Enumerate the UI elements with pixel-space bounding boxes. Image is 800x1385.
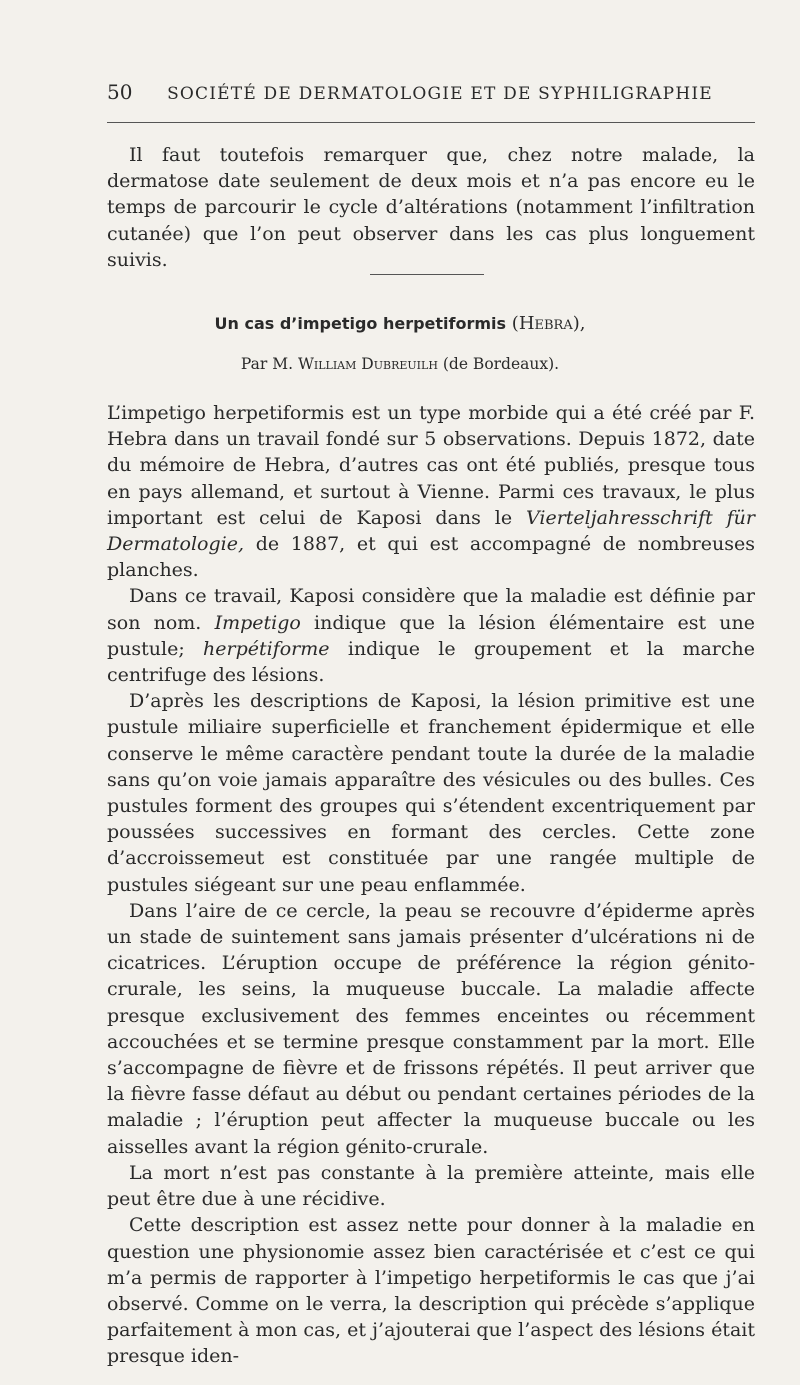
paragraph-text: L’impetigo herpetiformis est un type morbide qui a été créé par F. Hebra dans un travail fondé sur 5 observations. Depuis 1872, date du mémoire de Hebra, d’autres cas ont été publiés, presque tous en pays allemand, et surtout à Vienne. Parmi ces travaux, le plus important est celui de Kaposi dans le: [107, 402, 755, 529]
paragraph-text: Dans ce travail, Kaposi considère que la maladie est définie par son nom.: [107, 585, 755, 634]
author-name: William Dubreuilh: [297, 355, 438, 373]
header-rule: [107, 122, 755, 123]
paragraph-text: indique que la lésion élémentaire est une pustule;: [107, 611, 756, 660]
paragraph: La mort n’est pas constante à la première atteinte, mais elle peut être due à une récidive.: [107, 1161, 755, 1211]
section-separator: [370, 274, 484, 275]
article-title: [0, 313, 800, 334]
article-title-text: Un cas d’impetigo herpetiformis: [214, 314, 507, 333]
article-byline: [0, 355, 800, 373]
paragraph: [107, 400, 755, 583]
previous-article-text: [107, 142, 755, 273]
author-place: (de Bordeaux).: [442, 355, 560, 373]
page-number: 50: [107, 80, 133, 104]
paragraph: D’après les descriptions de Kaposi, la lésion primitive est une pustule miliaire superficielle et franchement épidermique et elle conserve le même caractère pendant toute la durée de la maladie sans qu’on voie jamais apparaître des vésicules ou des bulles. Ces pustules forment des groupes qui s’étendent excentriquement par poussées successives en formant des cercles. Cette zone d’accroissemeut est constituée par une rangée multiple de pustules siégeant sur une peau enflammée.: [107, 690, 755, 896]
running-title: SOCIÉTÉ DE DERMATOLOGIE ET DE SYPHILIGRAPHIE: [167, 84, 713, 104]
paragraph: Cette description est assez nette pour donner à la maladie en question une physionomie assez bien caractérisée et c’est ce qui m’a permis de rapporter à l’impetigo herpetiformis le cas que j’ai observé. Comme on le verra, la description qui précède s’applique parfaitement à mon cas, et j’ajouterai que l’aspect des lésions était presque iden-: [107, 1214, 755, 1368]
article-body: [107, 400, 755, 1370]
article-title-author-ref: (Hebra),: [511, 313, 586, 334]
paragraph-text: indique le groupement et la marche centrifuge des lésions.: [107, 637, 755, 687]
paragraph-text: de 1887, et qui est accompagné de nombreuses planches.: [107, 533, 755, 582]
journal-title: Vierteljahresschrift für Dermatologie,: [107, 506, 755, 556]
paragraph: Dans l’aire de ce cercle, la peau se recouvre d’épiderme après un stade de suintement sans jamais présenter d’ulcérations ni de cicatrices. L’éruption occupe de préférence la région génito-crurale, les seins, la muqueuse buccale. La maladie affecte presque exclusivement des femmes enceintes ou récemment accouchées et se termine presque constamment par la mort. Elle s’accompagne de fièvre et de frissons répétés. Il peut arriver que la fièvre fasse défaut au début ou pendant certaines périodes de la maladie ; l’éruption peut affecter la muqueuse buccale ou les aisselles avant la région génito-crurale.: [107, 899, 755, 1158]
paragraph: Il faut toutefois remarquer que, chez notre malade, la dermatose date seulement de deux mois et n’a pas encore eu le temps de parcourir le cycle d’altérations (notamment l’infiltration cutanée) que l’on peut observer dans les cas plus longuement suivis.: [107, 144, 755, 271]
italic-term: herpétiforme: [203, 637, 330, 660]
byline-prefix: Par M.: [240, 355, 293, 373]
italic-term: Impetigo: [214, 611, 301, 634]
running-header: [107, 80, 755, 104]
paragraph: [107, 583, 755, 688]
